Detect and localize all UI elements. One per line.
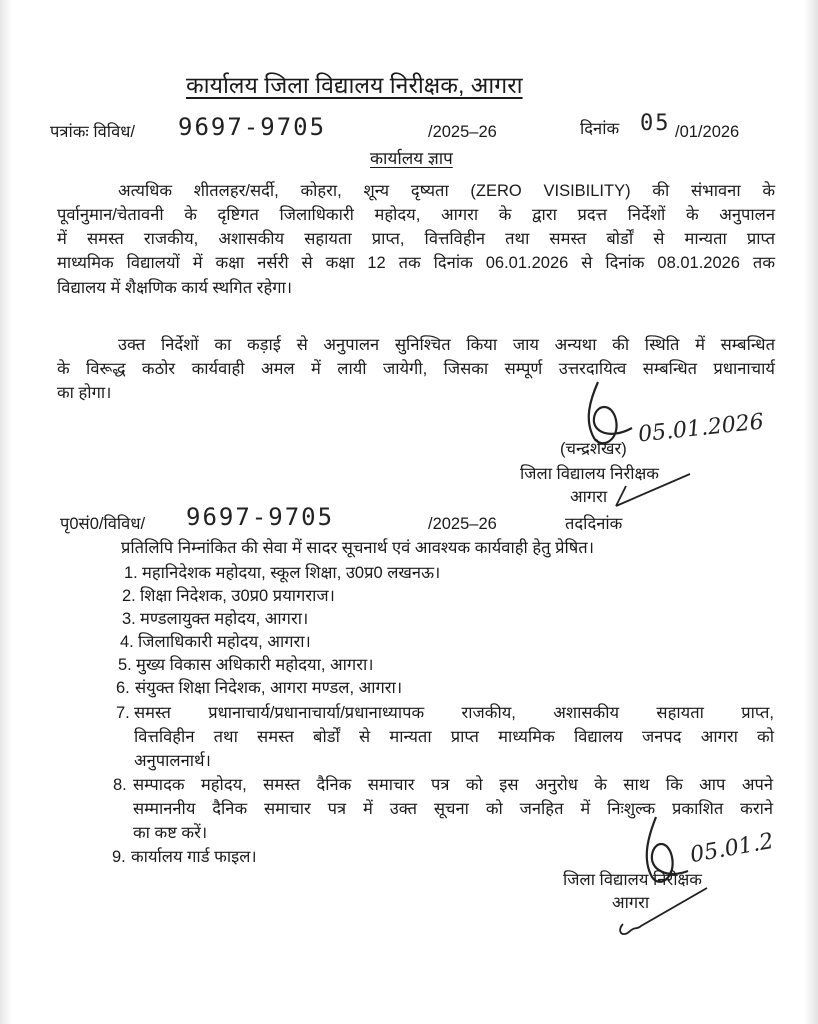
recipient-number: 9. [112, 848, 126, 866]
recipient-number: 2. [122, 587, 136, 605]
copy-ref-date: तददिनांक [565, 515, 623, 533]
initials-mark-1 [612, 470, 692, 510]
signatory-place: आगरा [570, 488, 608, 506]
recipient-item: समस्त प्रधानाचार्य/प्रधानाचार्या/प्रधानाध्यापक राजकीय, अशासकीय सहायता प्राप्त, [134, 704, 774, 722]
paragraph1-line: विद्यालय में शैक्षणिक कार्य स्थगित रहेगा। [57, 279, 293, 297]
paragraph2-line: का होगा। [57, 384, 112, 402]
recipient-item: जिलाधिकारी महोदय, आगरा। [138, 633, 311, 651]
initials-mark-2 [615, 880, 710, 940]
date-label: दिनांक [580, 120, 620, 138]
recipient-item: शिक्षा निदेशक, उ0प्र0 प्रयागराज। [140, 587, 335, 605]
recipient-item: मण्डलायुक्त महोदय, आगरा। [140, 610, 309, 628]
recipient-item: सम्पादक महोदय, समस्त दैनिक समाचार पत्र को इस अनुरोध के साथ कि आप अपने [133, 776, 773, 794]
date-rest: /01/2026 [675, 123, 740, 141]
recipient-item: वित्तविहीन तथा समस्त बोर्डों से मान्यता प्राप्त माध्यमिक विद्यालय जनपद आगरा को [134, 728, 774, 746]
recipient-item: मुख्य विकास अधिकारी महोदया, आगरा। [136, 656, 374, 674]
ref-prefix: पत्रांकः विविध/ [50, 123, 135, 141]
recipient-number: 1. [124, 564, 138, 582]
photo-edge-left [0, 0, 12, 1024]
recipient-number: 5. [118, 656, 132, 674]
signature-2-designation: जिला विद्यालय निरीक्षक [563, 871, 702, 889]
recipient-number: 3. [122, 610, 136, 628]
memo-subtitle: कार्यालय ज्ञाप [370, 149, 453, 168]
document-title: कार्यालय जिला विद्यालय निरीक्षक, आगरा [186, 72, 523, 98]
recipient-item: अनुपालनार्थ। [134, 752, 211, 770]
recipient-number: 6. [116, 679, 130, 697]
photo-edge-right [804, 0, 818, 1024]
signatory-name: (चन्द्रशेखर) [560, 440, 627, 458]
ref-year: /2025–26 [428, 123, 497, 141]
paragraph1-line: पूर्वानुमान/चेतावनी के दृष्टिगत जिलाधिकारी महोदय, आगरा के द्वारा प्रदत्त निर्देशों के अनुपालन [57, 206, 775, 224]
copy-intro: प्रतिलिपि निम्नांकित की सेवा में सादर सूचनार्थ एवं आवश्यक कार्यवाही हेतु प्रेषित। [121, 539, 594, 557]
recipient-item: संयुक्त शिक्षा निदेशक, आगरा मण्डल, आगरा। [135, 679, 403, 697]
signature-2-place: आगरा [612, 894, 650, 912]
recipient-number: 7. [116, 704, 130, 722]
copy-ref-prefix: पृ0सं0/विविध/ [60, 515, 146, 533]
copy-ref-year: /2025–26 [428, 515, 497, 533]
recipient-item: सम्माननीय दैनिक समाचार पत्र में उक्त सूचना को जनहित में निःशुल्क प्रकाशित कराने [133, 800, 773, 818]
paragraph2-line: उक्त निर्देशों का कड़ाई से अनुपालन सुनिश्चित किया जाय अन्यथा की स्थिति में सम्बन्धित [118, 336, 775, 354]
signature-2-date-handwritten: 05.01.2 [688, 828, 776, 869]
copy-ref-number-handwritten: 9697-9705 [186, 503, 335, 531]
recipient-number: 4. [120, 633, 134, 651]
ref-number-handwritten: 9697-9705 [178, 113, 327, 141]
paragraph1-line: अत्यधिक शीतलहर/सर्दी, कोहरा, शून्य दृष्यता (ZERO VISIBILITY) की संभावना के [118, 182, 775, 200]
date-day-handwritten: 05 [640, 111, 671, 136]
recipient-item: का कष्ट करें। [133, 824, 208, 842]
recipient-item: कार्यालय गार्ड फाइल। [131, 848, 257, 866]
recipient-item: महानिदेशक महोदया, स्कूल शिक्षा, उ0प्र0 लखनऊ। [142, 564, 441, 582]
signature-1-date-handwritten: 05.01.2026 [636, 409, 765, 448]
paragraph2-line: के विरूद्ध कठोर कार्यवाही अमल में लायी जायेगी, जिसका सम्पूर्ण उत्तरदायित्व सम्बन्धित प्रधानाचार्य [57, 360, 775, 378]
signatory-designation: जिला विद्यालय निरीक्षक [520, 465, 659, 483]
paragraph1-line: माध्यमिक विद्यालयों में कक्षा नर्सरी से कक्षा 12 तक दिनांक 06.01.2026 से दिनांक 08.01.2026 तक [57, 254, 775, 272]
paragraph1-line: में समस्त राजकीय, अशासकीय सहायता प्राप्त, वित्तविहीन तथा समस्त बोर्डों से मान्यता प्राप्त [57, 230, 775, 248]
recipient-number: 8. [113, 776, 127, 794]
